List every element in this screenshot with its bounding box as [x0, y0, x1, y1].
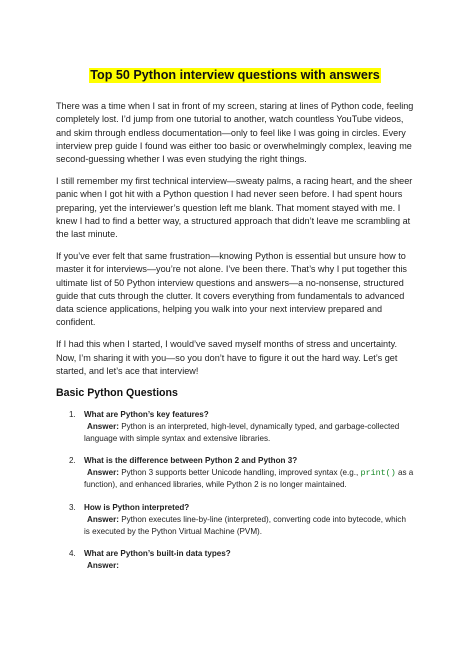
- answer-text: [84, 421, 414, 445]
- question-number: 4.: [69, 549, 76, 559]
- question-list: [56, 409, 414, 573]
- intro-paragraph-4: If I had this when I started, I would’ve saved myself months of stress and uncertainty. Now, I’m sharing it with you—so you don’t have to figure it out the hard way. Let’s get started, and let’s ace that interview!: [56, 339, 398, 376]
- answer-text: [84, 560, 414, 572]
- question-number: 3.: [69, 502, 76, 512]
- question-text: What are Python’s key features?: [84, 409, 209, 419]
- question-number: 2.: [69, 456, 76, 466]
- answer-body: Python executes line-by-line (interpreted), converting code into bytecode, which is executed by the Python Virtual Machine (PVM).: [84, 514, 406, 536]
- answer-body-before: Python 3 supports better Unicode handling, improved syntax (e.g.,: [121, 468, 361, 478]
- question-item-1: [56, 409, 414, 445]
- answer-text: [84, 514, 414, 538]
- answer-body-after: as a function), and enhanced libraries, while Python 2 is no longer maintained.: [84, 468, 414, 490]
- inline-code: print(): [360, 468, 396, 479]
- question-text: What is the difference between Python 2 and Python 3?: [84, 456, 298, 466]
- question-item-2: [56, 455, 414, 491]
- answer-body: Python is an interpreted, high-level, dynamically typed, and garbage-collected language with simple syntax and extensive libraries.: [84, 421, 400, 443]
- answer-text: [84, 467, 414, 491]
- answer-label: Answer:: [87, 514, 119, 524]
- question-item-3: [56, 502, 414, 538]
- answer-label: Answer:: [87, 421, 119, 431]
- question-text: What are Python’s built-in data types?: [84, 549, 231, 559]
- intro-paragraph-2: I still remember my first technical interview—sweaty palms, a racing heart, and the sheer panic when I got hit with a Python question I had never seen before. I had spent hours preparing, yet the interviewer’s question left me blank. That moment stayed with me. I knew I had to find a better way, a structured approach that didn’t leave me scrambling at the last minute.: [56, 175, 413, 240]
- section-heading: Basic Python Questions: [56, 386, 178, 399]
- document-title: Top 50 Python interview questions with answers: [90, 68, 380, 82]
- question-text: How is Python interpreted?: [84, 502, 190, 512]
- intro-paragraph-1: There was a time when I sat in front of my screen, staring at lines of Python code, feeling completely lost. I’d jump from one tutorial to another, watch countless YouTube videos, and skim through endless documentation—only to feel like I was going in circles. Every interview prep guide I found was either too basic or overwhelmingly complex, leaving me second-guessing whether I was even studying the right things.: [56, 101, 414, 165]
- question-number: 1.: [69, 409, 76, 419]
- answer-label: Answer:: [87, 561, 119, 571]
- title-container: [56, 66, 414, 84]
- question-item-4: [56, 548, 414, 572]
- intro-paragraph-3: If you’ve ever felt that same frustration—knowing Python is essential but unsure how to master it for interviews—you’re not alone. I’ve been there. That’s why I put together this ultimate list of 50 Python interview questions and answers—a no-nonsense, structured guide that cuts through the clutter. It covers everything from fundamentals to advanced data science applications, helping you walk into your next interview prepared and confident.: [56, 250, 407, 328]
- answer-label: Answer:: [87, 468, 119, 478]
